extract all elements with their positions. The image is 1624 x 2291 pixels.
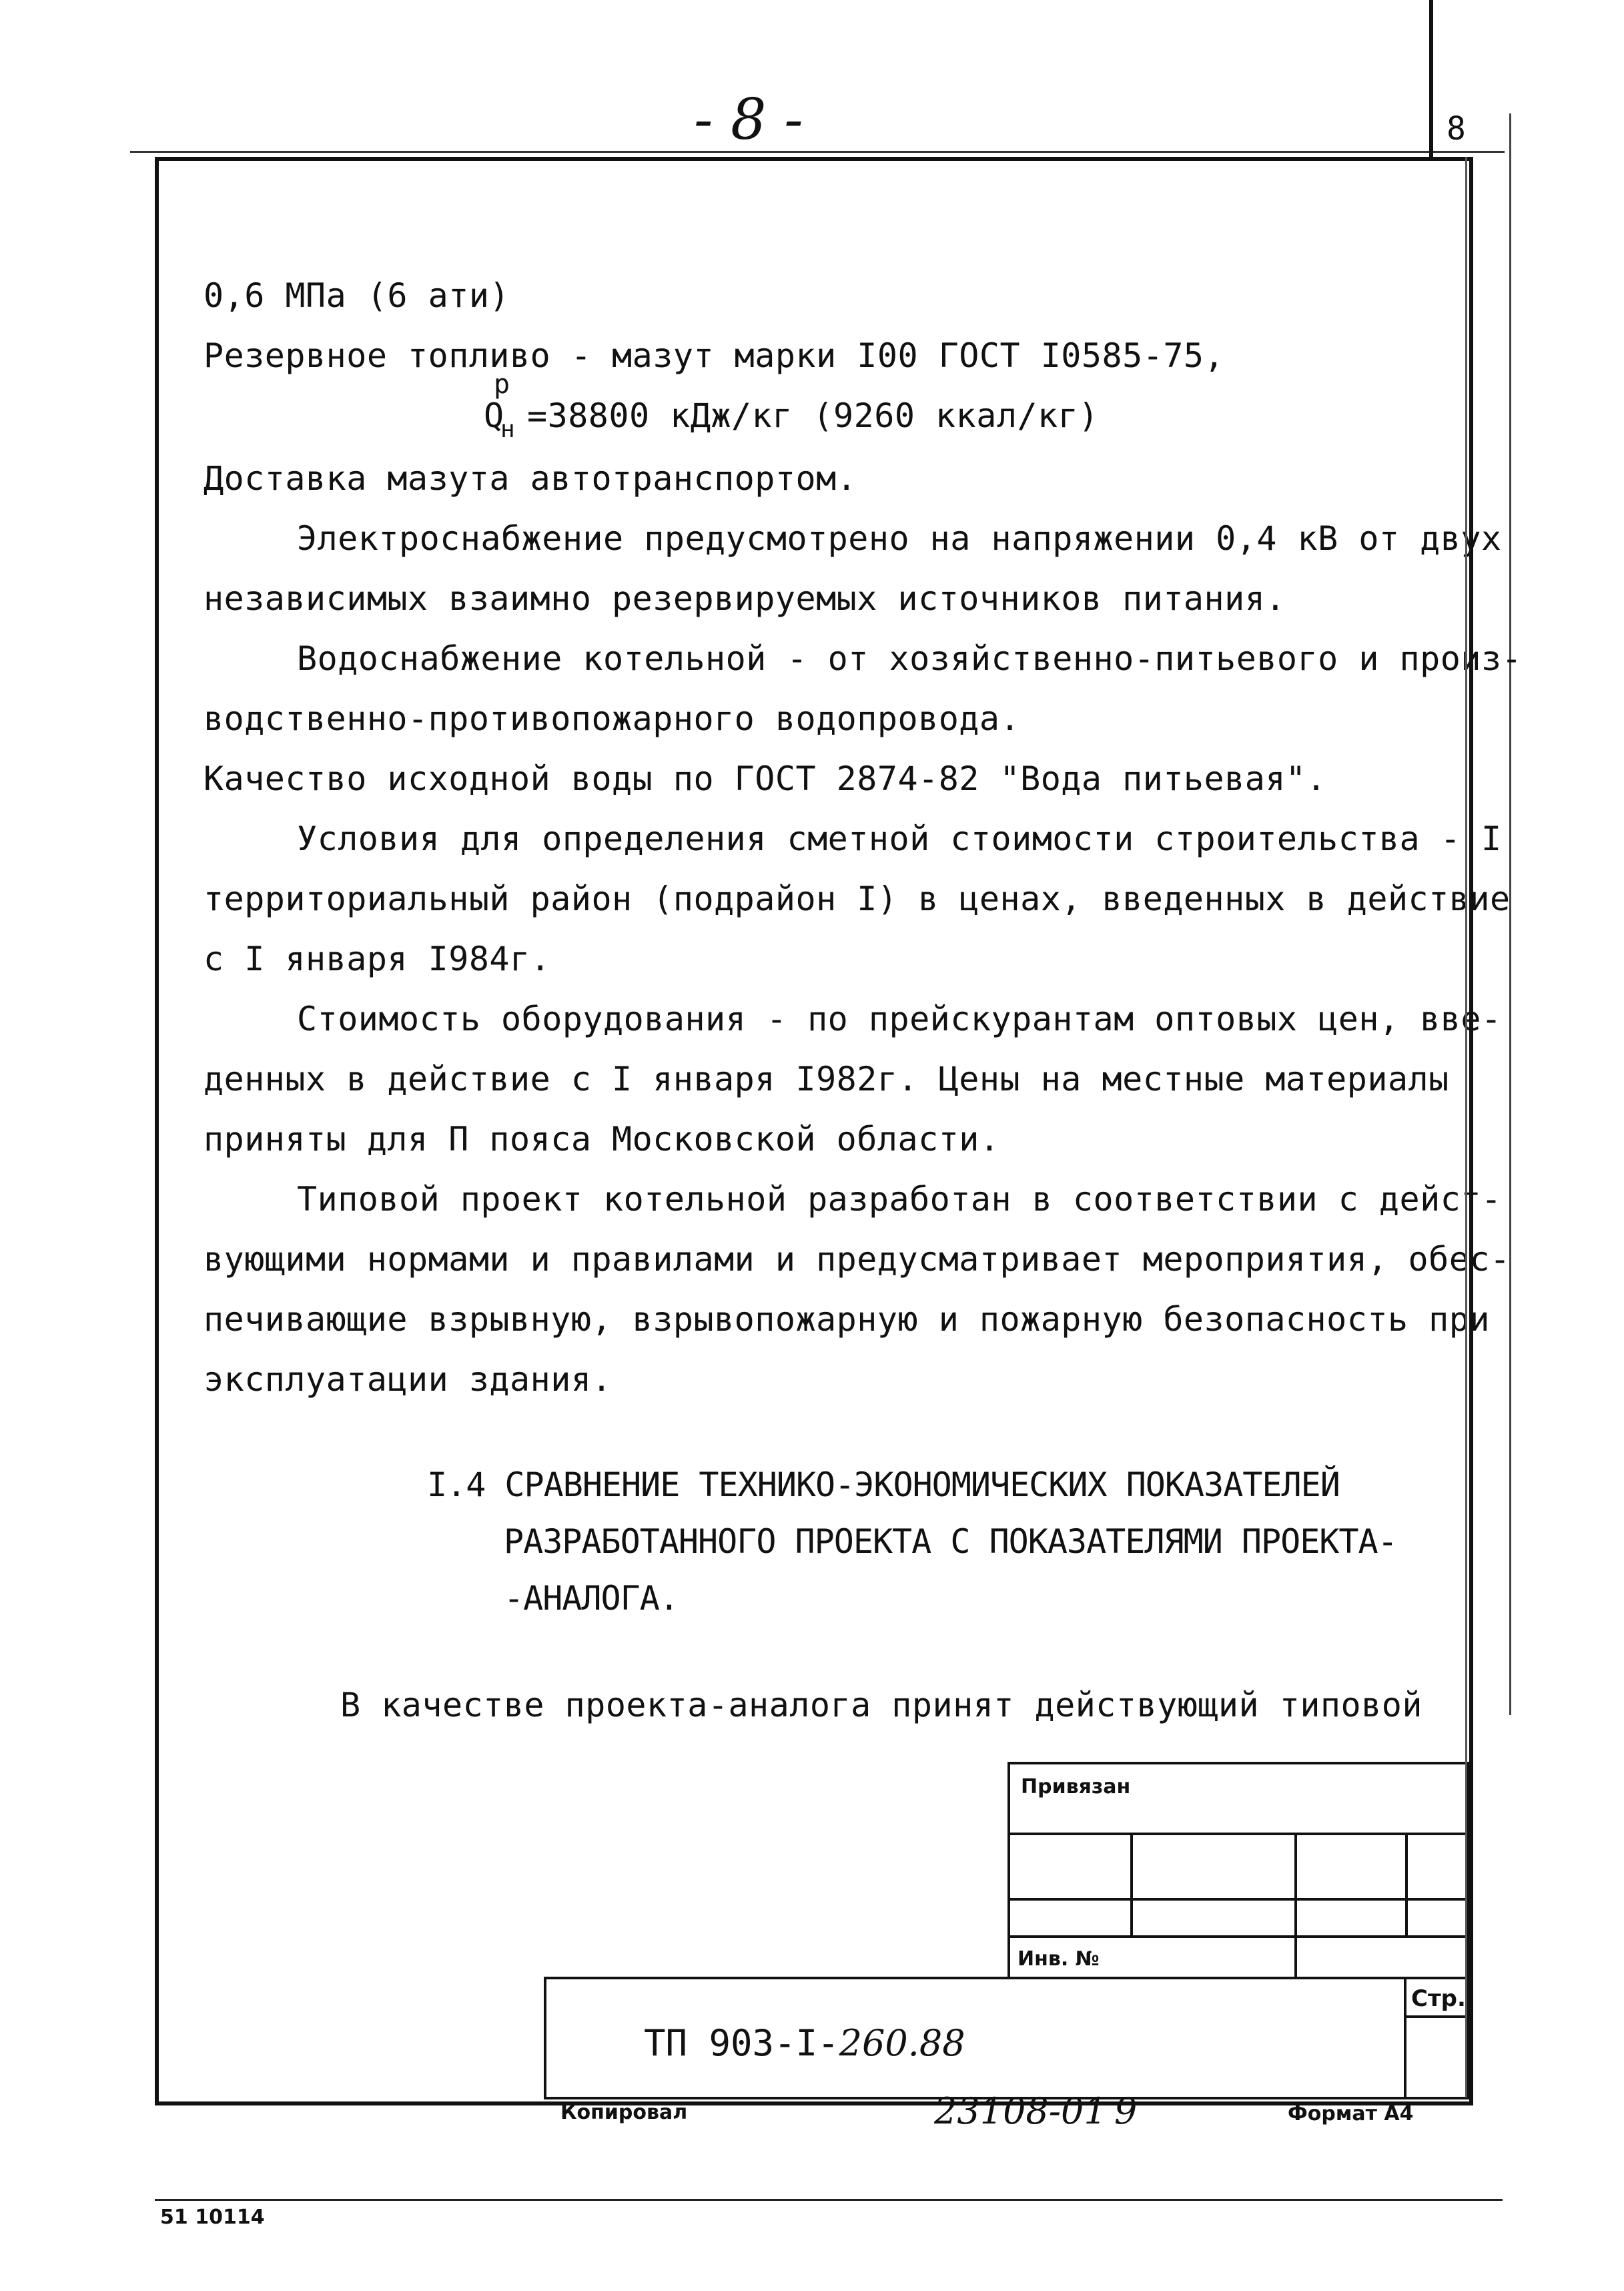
order-sheet-handwritten: 9 bbox=[1114, 2090, 1138, 2132]
stamp-cell bbox=[1007, 1833, 1133, 1901]
text-line-3: =38800 кДж/кг (9260 ккал/кг) bbox=[527, 396, 1099, 435]
format-label: Формат А4 bbox=[1288, 2102, 1414, 2125]
q-symbol: Q bbox=[484, 396, 504, 435]
text-line-15: приняты для П пояса Московской области. bbox=[204, 1120, 1000, 1159]
archive-code: 51 10114 bbox=[160, 2206, 265, 2229]
text-line-5: Электроснабжение предусмотрено на напряжении 0,4 кВ от двух bbox=[297, 519, 1502, 558]
section-heading-line-1: I.4 СРАВНЕНИЕ ТЕХНИКО-ЭКОНОМИЧЕСКИХ ПОКАЗАТЕЛЕЙ bbox=[427, 1465, 1340, 1504]
stamp-cell bbox=[1405, 1898, 1469, 1938]
text-line-2: Резервное топливо - мазут марки I00 ГОСТ I0585-75, bbox=[204, 336, 1225, 375]
stamp-page-value-cell bbox=[1404, 2015, 1469, 2099]
frame-right-edge bbox=[1465, 157, 1467, 2097]
text-line-19: эксплуатации здания. bbox=[204, 1360, 613, 1399]
handwritten-page-number: - 8 - bbox=[694, 87, 803, 152]
sheet-column-line bbox=[1429, 0, 1433, 157]
stamp-cell bbox=[1007, 1898, 1133, 1938]
text-line-14: денных в действие с I января I982г. Цены на местные материалы bbox=[204, 1060, 1449, 1098]
text-line-20: В качестве проекта-аналога принят действующий типовой bbox=[340, 1686, 1423, 1724]
text-line-10: Условия для определения сметной стоимости строительства - I bbox=[297, 820, 1502, 858]
top-rule bbox=[130, 151, 1505, 153]
copied-label: Копировал bbox=[560, 2101, 688, 2124]
text-line-9: Качество исходной воды по ГОСТ 2874-82 "Вода питьевая". bbox=[204, 759, 1327, 798]
q-superscript: р bbox=[494, 369, 510, 400]
text-line-13: Стоимость оборудования - по прейскурантам оптовых цен, вве- bbox=[297, 1000, 1502, 1038]
section-heading-line-2: РАЗРАБОТАННОГО ПРОЕКТА С ПОКАЗАТЕЛЯМИ ПРОЕКТА- bbox=[504, 1522, 1397, 1561]
stamp-privyazan-label: Привязан bbox=[1021, 1775, 1131, 1798]
text-line-12: с I января I984г. bbox=[204, 940, 551, 978]
q-subscript: н bbox=[500, 416, 516, 443]
text-line-16: Типовой проект котельной разработан в соответствии с дейст- bbox=[297, 1180, 1502, 1219]
stamp-cell bbox=[1130, 1898, 1297, 1938]
stamp-cell bbox=[1130, 1833, 1297, 1901]
document-code-printed: ТП 903-I- bbox=[644, 2022, 839, 2064]
stamp-cell bbox=[1294, 1898, 1408, 1938]
stamp-privyazan-cell bbox=[1007, 1762, 1469, 1835]
text-line-8: водственно-противопожарного водопровода. bbox=[204, 699, 1021, 738]
section-heading-line-3: -АНАЛОГА. bbox=[504, 1579, 679, 1618]
text-line-6: независимых взаимно резервируемых источников питания. bbox=[204, 579, 1286, 618]
text-line-7: Водоснабжение котельной - от хозяйственно-питьевого и произ- bbox=[297, 639, 1523, 678]
text-line-4: Доставка мазута автотранспортом. bbox=[204, 459, 857, 498]
stamp-cell bbox=[1405, 1833, 1469, 1901]
text-line-18: печивающие взрывную, взрывопожарную и пожарную безопасность при bbox=[204, 1300, 1490, 1339]
stamp-inv-label: Инв. № bbox=[1018, 1947, 1100, 1971]
text-line-17: вующими нормами и правилами и предусматривает мероприятия, обес- bbox=[204, 1240, 1511, 1279]
stamp-cell bbox=[1294, 1935, 1469, 1979]
order-number-handwritten: 23108-01 bbox=[934, 2090, 1107, 2132]
text-line-1: 0,6 МПа (6 ати) bbox=[204, 276, 510, 315]
stamp-cell bbox=[1294, 1833, 1408, 1901]
sheet-number: 8 bbox=[1447, 110, 1466, 147]
stamp-page-label: Стр. bbox=[1411, 1985, 1466, 2012]
text-line-11: территориальный район (подрайон I) в ценах, введенных в действие bbox=[204, 880, 1511, 918]
footer-rule bbox=[155, 2199, 1503, 2201]
document-code-handwritten: 260.88 bbox=[839, 2022, 965, 2064]
document-code bbox=[644, 2022, 965, 2064]
